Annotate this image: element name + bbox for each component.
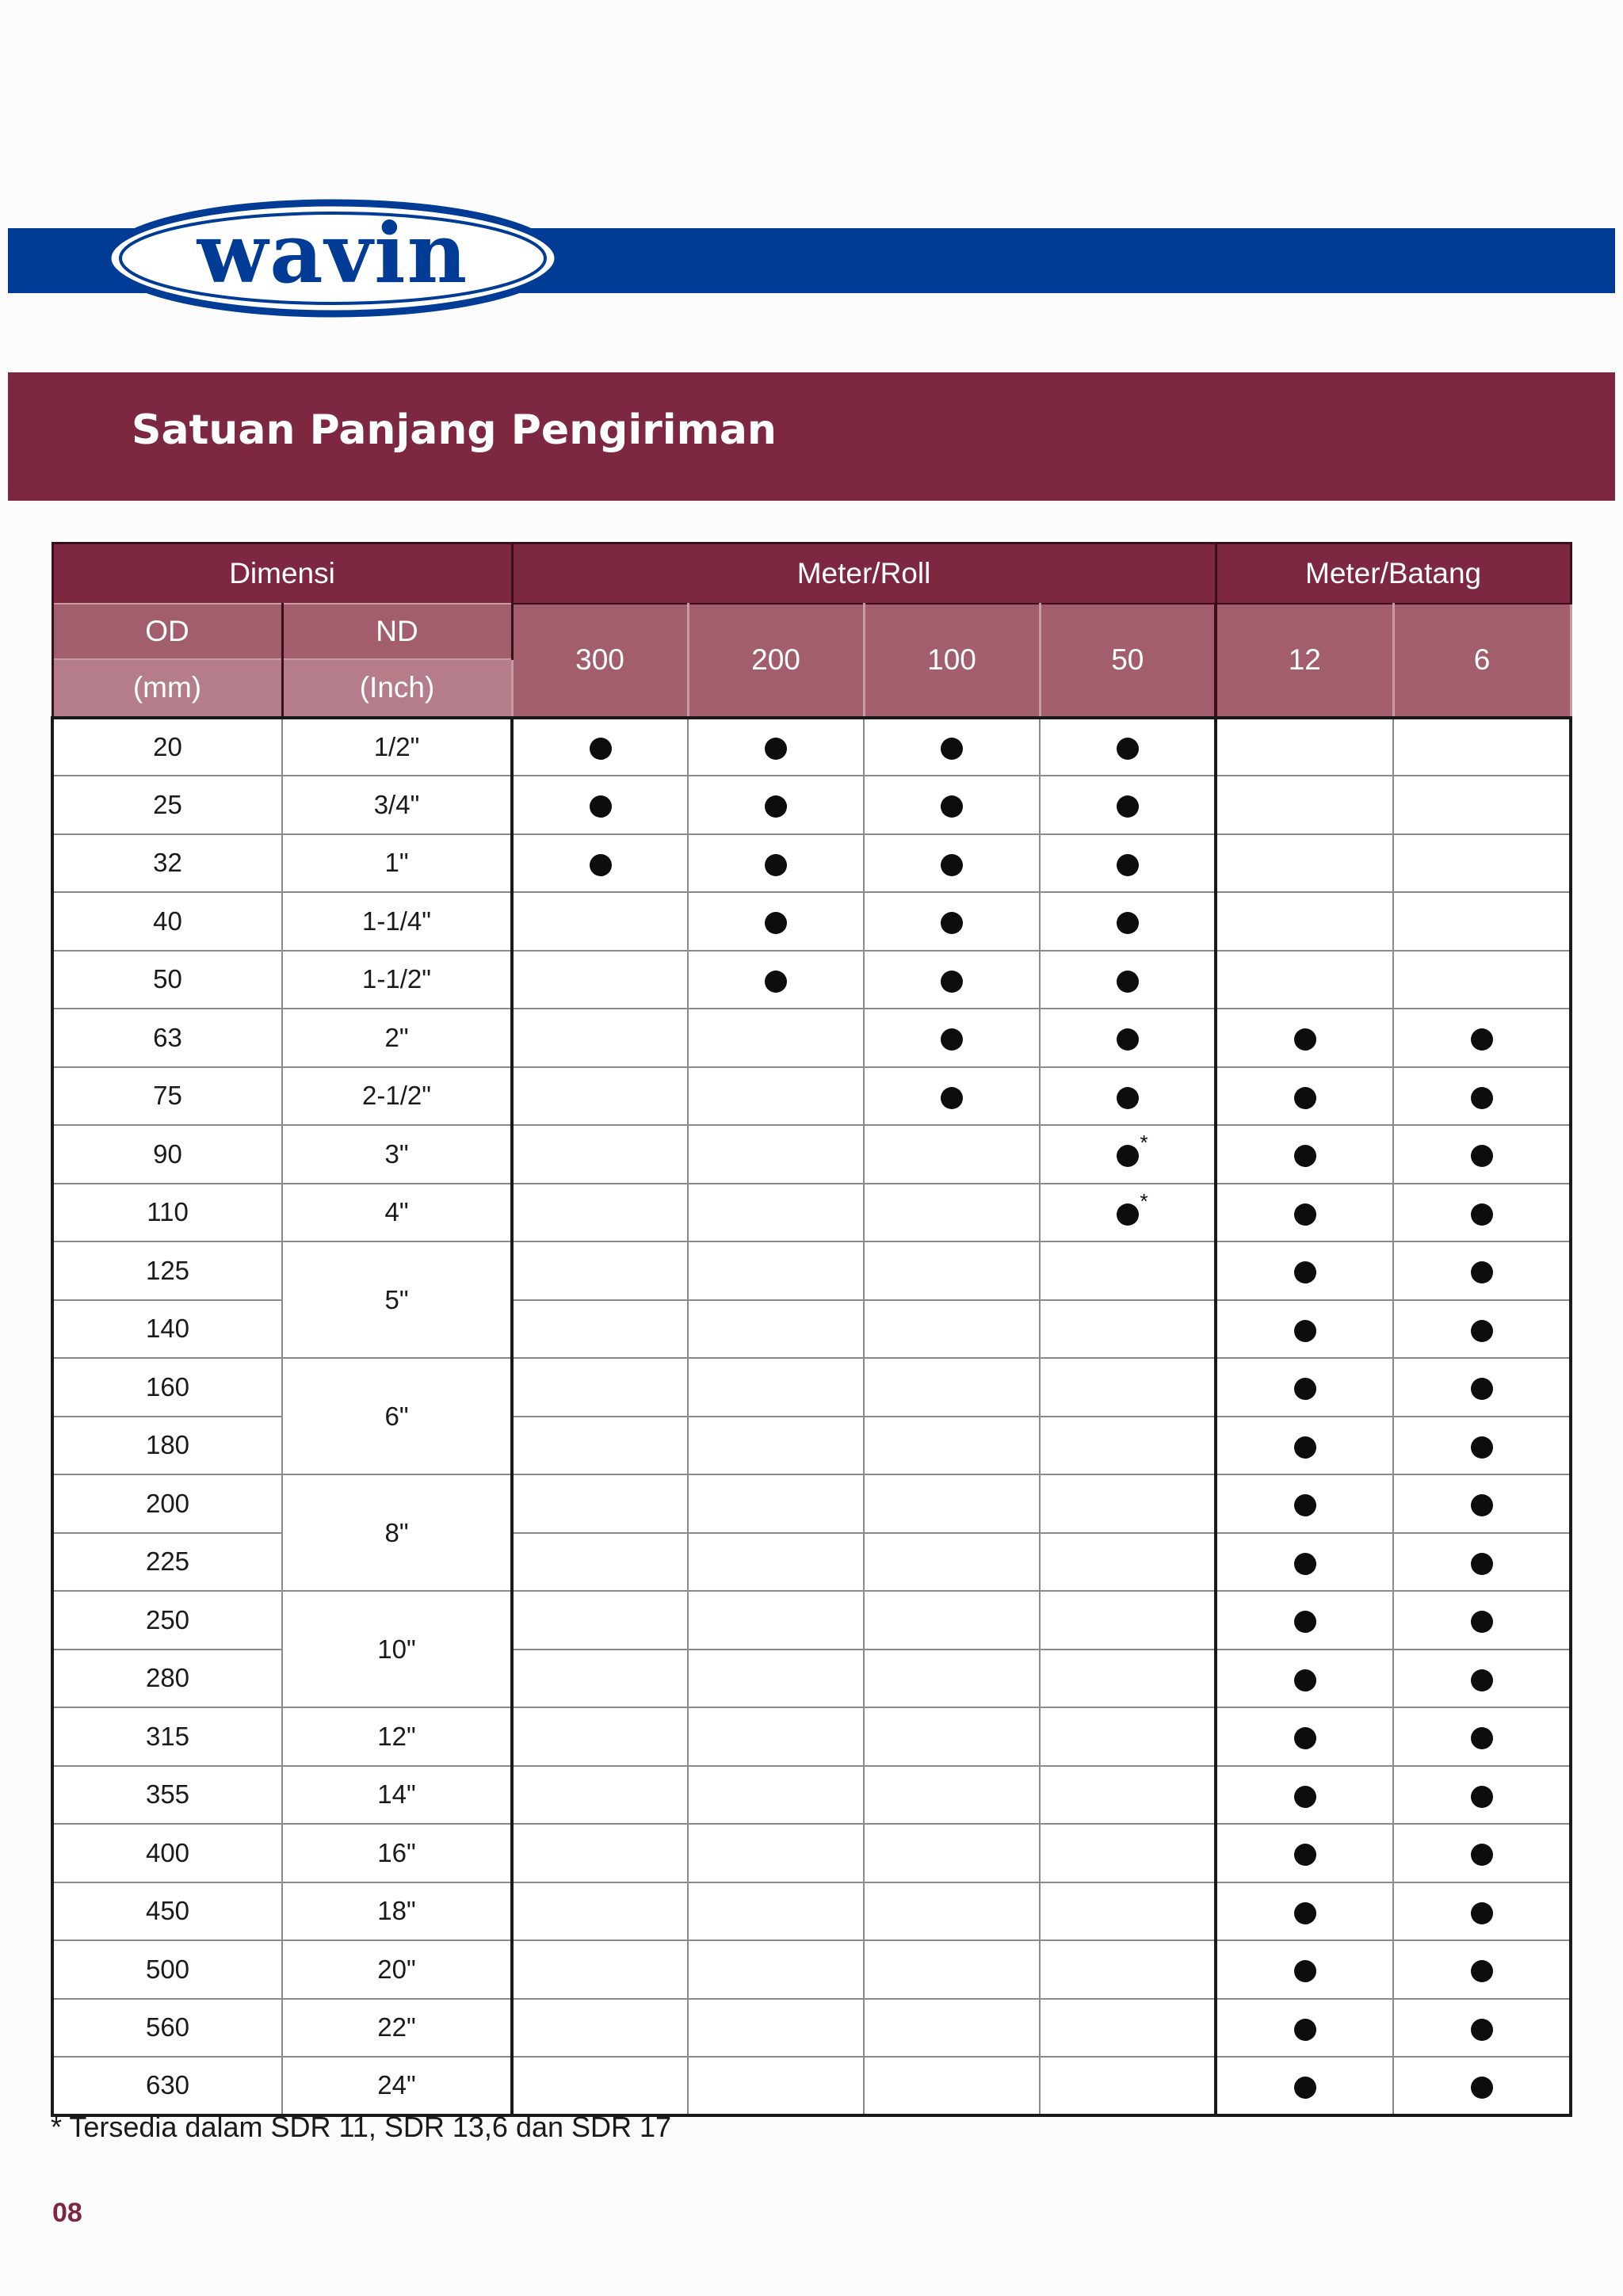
availability-cell	[1216, 1824, 1393, 1882]
availability-dot	[1117, 1087, 1139, 1109]
availability-cell	[688, 1009, 864, 1067]
availability-dot	[941, 854, 963, 876]
availability-dot	[941, 1087, 963, 1109]
availability-cell	[1040, 1417, 1216, 1475]
availability-cell	[688, 1882, 864, 1941]
availability-dot	[1294, 1960, 1316, 1982]
od-cell: 25	[52, 776, 282, 834]
availability-cell	[864, 892, 1040, 951]
od-cell: 32	[52, 834, 282, 893]
availability-cell	[688, 1474, 864, 1533]
availability-cell	[1216, 718, 1393, 776]
table-row	[52, 1766, 1571, 1825]
nd-cell: 22"	[282, 1999, 512, 2058]
availability-cell	[1393, 1241, 1571, 1300]
availability-cell	[688, 1999, 864, 2058]
availability-dot	[1294, 1028, 1316, 1051]
availability-cell	[688, 951, 864, 1009]
availability-dot	[1294, 1786, 1316, 1808]
availability-cell	[1216, 1125, 1393, 1184]
availability-dot-footnote	[1117, 1145, 1139, 1167]
availability-cell	[512, 1766, 688, 1825]
availability-cell	[1040, 1824, 1216, 1882]
nd-cell: 5"	[282, 1241, 512, 1358]
availability-cell	[1216, 892, 1393, 951]
availability-dot	[1294, 1378, 1316, 1400]
table-row	[52, 1533, 1571, 1592]
table-row	[52, 776, 1571, 834]
table-body	[52, 718, 1571, 2115]
availability-cell	[1393, 1009, 1571, 1067]
availability-cell	[1393, 1067, 1571, 1126]
availability-dot	[1471, 1786, 1493, 1808]
availability-cell	[864, 1474, 1040, 1533]
availability-cell	[864, 834, 1040, 893]
availability-cell	[688, 1300, 864, 1359]
nd-cell: 1-1/2"	[282, 951, 512, 1009]
availability-cell	[864, 1417, 1040, 1475]
availability-cell	[1040, 718, 1216, 776]
availability-cell	[512, 2057, 688, 2115]
section-title: Satuan Panjang Pengiriman	[132, 406, 777, 454]
od-cell: 630	[52, 2057, 282, 2115]
availability-cell	[1040, 834, 1216, 893]
availability-cell	[512, 1067, 688, 1126]
header-od: OD	[52, 604, 282, 659]
availability-cell	[1216, 1999, 1393, 2058]
od-cell: 50	[52, 951, 282, 1009]
availability-cell	[1216, 1766, 1393, 1825]
nd-cell: 1/2"	[282, 718, 512, 776]
availability-cell	[864, 1824, 1040, 1882]
availability-cell	[512, 1824, 688, 1882]
availability-dot	[765, 854, 787, 876]
availability-dot	[1471, 1203, 1493, 1226]
od-cell: 225	[52, 1533, 282, 1592]
header-meter-batang: Meter/Batang	[1216, 543, 1571, 604]
availability-cell	[864, 1125, 1040, 1184]
availability-cell	[688, 892, 864, 951]
header-od-unit: (mm)	[52, 659, 282, 718]
availability-dot	[1471, 1145, 1493, 1167]
availability-cell	[1040, 1474, 1216, 1533]
availability-cell	[512, 1009, 688, 1067]
availability-cell	[1393, 1882, 1571, 1941]
availability-cell	[1216, 1241, 1393, 1300]
availability-cell	[1393, 951, 1571, 1009]
table-row	[52, 1824, 1571, 1882]
availability-cell	[1040, 1300, 1216, 1359]
table-row	[52, 2057, 1571, 2115]
nd-cell: 16"	[282, 1824, 512, 1882]
od-cell: 63	[52, 1009, 282, 1067]
nd-cell: 3"	[282, 1125, 512, 1184]
availability-cell	[1040, 1358, 1216, 1417]
availability-cell	[688, 1067, 864, 1126]
availability-cell	[688, 1417, 864, 1475]
availability-cell	[1216, 834, 1393, 893]
table-row	[52, 1999, 1571, 2058]
availability-cell	[1216, 1067, 1393, 1126]
availability-cell	[864, 1184, 1040, 1242]
header-meter-roll: Meter/Roll	[512, 543, 1216, 604]
availability-dot	[1117, 738, 1139, 760]
availability-cell	[688, 718, 864, 776]
availability-cell	[512, 1358, 688, 1417]
availability-cell	[864, 1067, 1040, 1126]
od-cell: 20	[52, 718, 282, 776]
availability-cell	[1216, 1533, 1393, 1592]
od-cell: 160	[52, 1358, 282, 1417]
table-row	[52, 1474, 1571, 1533]
availability-cell	[864, 1533, 1040, 1592]
availability-dot-footnote	[1117, 1203, 1139, 1226]
od-cell: 140	[52, 1300, 282, 1359]
header-nd-unit: (Inch)	[282, 659, 512, 718]
od-cell: 40	[52, 892, 282, 951]
od-cell: 400	[52, 1824, 282, 1882]
availability-dot	[1471, 1553, 1493, 1575]
availability-cell	[1393, 1300, 1571, 1359]
availability-cell	[864, 1650, 1040, 1708]
availability-cell	[1216, 1707, 1393, 1766]
availability-dot	[1294, 1669, 1316, 1691]
nd-cell: 1"	[282, 834, 512, 893]
availability-dot	[1294, 1145, 1316, 1167]
od-cell: 450	[52, 1882, 282, 1941]
availability-dot	[1117, 912, 1139, 934]
od-cell: 250	[52, 1591, 282, 1650]
availability-dot	[1117, 795, 1139, 818]
availability-cell	[1216, 776, 1393, 834]
availability-cell	[512, 776, 688, 834]
availability-cell	[688, 1533, 864, 1592]
availability-cell	[1393, 1940, 1571, 1999]
wavin-logo	[101, 198, 564, 318]
availability-cell	[688, 1650, 864, 1708]
availability-cell	[512, 1125, 688, 1184]
header-dimensi: Dimensi	[52, 543, 512, 604]
availability-cell	[1216, 1300, 1393, 1359]
availability-cell	[864, 1707, 1040, 1766]
table-row	[52, 892, 1571, 951]
availability-cell	[1393, 1999, 1571, 2058]
od-cell: 500	[52, 1940, 282, 1999]
nd-cell: 18"	[282, 1882, 512, 1941]
availability-dot	[941, 971, 963, 993]
availability-cell	[864, 1358, 1040, 1417]
availability-dot	[1294, 1611, 1316, 1633]
availability-dot	[765, 912, 787, 934]
availability-dot	[1471, 1028, 1493, 1051]
header-length-200: 200	[688, 604, 864, 718]
availability-cell	[1393, 1358, 1571, 1417]
availability-dot	[590, 738, 612, 760]
header-length-50: 50	[1040, 604, 1216, 718]
nd-cell: 6"	[282, 1358, 512, 1474]
availability-dot	[1294, 1727, 1316, 1749]
availability-cell	[1393, 1184, 1571, 1242]
od-cell: 355	[52, 1766, 282, 1825]
availability-cell	[512, 1300, 688, 1359]
availability-dot	[1294, 1553, 1316, 1575]
availability-cell	[512, 1241, 688, 1300]
availability-cell	[688, 1940, 864, 1999]
availability-cell	[1040, 2057, 1216, 2115]
availability-cell	[1393, 1650, 1571, 1708]
page-number: 08	[52, 2198, 82, 2228]
nd-cell: 1-1/4"	[282, 892, 512, 951]
availability-cell	[512, 834, 688, 893]
table-row	[52, 1358, 1571, 1417]
availability-dot	[1294, 1902, 1316, 1924]
availability-dot	[1294, 1320, 1316, 1342]
availability-cell	[1040, 1067, 1216, 1126]
nd-cell: 10"	[282, 1591, 512, 1707]
availability-dot	[1471, 1844, 1493, 1866]
table-row	[52, 1067, 1571, 1126]
logo-wordmark: wavin	[197, 204, 469, 302]
availability-cell	[1216, 1591, 1393, 1650]
availability-cell	[512, 1650, 688, 1708]
table-row	[52, 834, 1571, 893]
table-row	[52, 1184, 1571, 1242]
availability-dot	[941, 1028, 963, 1051]
availability-cell	[512, 718, 688, 776]
availability-dot	[1117, 1028, 1139, 1051]
availability-cell	[864, 776, 1040, 834]
nd-cell: 4"	[282, 1184, 512, 1242]
header-length-100: 100	[864, 604, 1040, 718]
table-row	[52, 1125, 1571, 1184]
nd-cell: 8"	[282, 1474, 512, 1591]
availability-cell	[1216, 1882, 1393, 1941]
availability-cell	[1393, 1417, 1571, 1475]
availability-cell	[1216, 2057, 1393, 2115]
availability-cell	[1393, 1766, 1571, 1825]
availability-cell	[1393, 1125, 1571, 1184]
availability-cell	[1040, 1650, 1216, 1708]
availability-cell	[688, 1591, 864, 1650]
availability-cell	[688, 1358, 864, 1417]
nd-cell: 20"	[282, 1940, 512, 1999]
od-cell: 180	[52, 1417, 282, 1475]
availability-dot	[1294, 2077, 1316, 2099]
availability-cell	[864, 1766, 1040, 1825]
od-cell: 90	[52, 1125, 282, 1184]
availability-cell	[864, 1882, 1040, 1941]
availability-cell	[512, 1882, 688, 1941]
header-length-300: 300	[512, 604, 688, 718]
availability-cell	[1216, 1184, 1393, 1242]
availability-dot	[590, 854, 612, 876]
availability-cell	[1216, 1474, 1393, 1533]
availability-cell	[1040, 1533, 1216, 1592]
availability-cell	[1040, 892, 1216, 951]
availability-dot	[1294, 1494, 1316, 1516]
table-row	[52, 951, 1571, 1009]
availability-cell	[864, 1300, 1040, 1359]
availability-cell	[688, 1824, 864, 1882]
availability-cell	[1216, 1358, 1393, 1417]
availability-cell	[864, 1940, 1040, 1999]
table-row	[52, 1707, 1571, 1766]
availability-dot	[590, 795, 612, 818]
table-row	[52, 1650, 1571, 1708]
availability-cell	[512, 951, 688, 1009]
availability-cell	[1040, 1882, 1216, 1941]
availability-cell	[1040, 1766, 1216, 1825]
availability-cell	[1040, 776, 1216, 834]
availability-cell	[512, 1591, 688, 1650]
availability-dot	[1117, 854, 1139, 876]
od-cell: 560	[52, 1999, 282, 2058]
availability-dot	[1471, 1494, 1493, 1516]
availability-dot	[1294, 1261, 1316, 1283]
availability-dot	[1294, 2019, 1316, 2041]
availability-dot	[1471, 1611, 1493, 1633]
availability-cell	[864, 718, 1040, 776]
od-cell: 125	[52, 1241, 282, 1300]
table-row	[52, 1591, 1571, 1650]
availability-dot	[941, 912, 963, 934]
header-length-12: 12	[1216, 604, 1393, 718]
od-cell: 110	[52, 1184, 282, 1242]
availability-cell	[688, 1707, 864, 1766]
availability-cell	[1216, 1009, 1393, 1067]
availability-cell	[1040, 1591, 1216, 1650]
availability-cell	[864, 1591, 1040, 1650]
nd-cell: 12"	[282, 1707, 512, 1766]
availability-cell	[688, 1766, 864, 1825]
availability-cell	[1216, 1650, 1393, 1708]
table-row	[52, 1241, 1571, 1300]
od-cell: 200	[52, 1474, 282, 1533]
availability-dot	[1117, 971, 1139, 993]
table-row	[52, 1882, 1571, 1941]
availability-cell	[1393, 1474, 1571, 1533]
availability-cell	[512, 1184, 688, 1242]
od-cell: 75	[52, 1067, 282, 1126]
availability-cell	[1216, 951, 1393, 1009]
availability-cell	[1393, 892, 1571, 951]
availability-cell	[688, 2057, 864, 2115]
table-row	[52, 1417, 1571, 1475]
header-length-6: 6	[1393, 604, 1571, 718]
availability-dot	[1471, 1320, 1493, 1342]
availability-cell	[1216, 1940, 1393, 1999]
availability-dot	[1471, 1727, 1493, 1749]
availability-dot	[1471, 1960, 1493, 1982]
availability-cell	[1040, 1940, 1216, 1999]
availability-cell	[1040, 1999, 1216, 2058]
availability-dot	[941, 738, 963, 760]
availability-cell	[688, 1184, 864, 1242]
table-row	[52, 1300, 1571, 1359]
table-row	[52, 1009, 1571, 1067]
nd-cell: 2-1/2"	[282, 1067, 512, 1126]
availability-cell	[864, 2057, 1040, 2115]
availability-cell	[1040, 1241, 1216, 1300]
availability-dot	[1471, 1902, 1493, 1924]
availability-dot	[1294, 1436, 1316, 1459]
availability-cell	[512, 1707, 688, 1766]
availability-cell	[1393, 718, 1571, 776]
availability-cell	[512, 1999, 688, 2058]
availability-dot	[1471, 1436, 1493, 1459]
availability-dot	[1294, 1087, 1316, 1109]
availability-dot	[1294, 1203, 1316, 1226]
nd-cell: 3/4"	[282, 776, 512, 834]
availability-cell	[864, 1999, 1040, 2058]
availability-cell	[1393, 834, 1571, 893]
availability-cell	[688, 1241, 864, 1300]
table-row	[52, 718, 1571, 776]
nd-cell: 24"	[282, 2057, 512, 2115]
availability-cell	[688, 776, 864, 834]
availability-cell	[1393, 1591, 1571, 1650]
availability-dot	[765, 738, 787, 760]
availability-cell	[512, 892, 688, 951]
availability-cell	[1040, 1125, 1216, 1184]
availability-cell	[1393, 1533, 1571, 1592]
od-cell: 280	[52, 1650, 282, 1708]
availability-cell	[1393, 776, 1571, 834]
nd-cell: 2"	[282, 1009, 512, 1067]
availability-cell	[1040, 1009, 1216, 1067]
availability-cell	[864, 1241, 1040, 1300]
availability-dot	[1471, 1087, 1493, 1109]
availability-cell	[1216, 1417, 1393, 1475]
delivery-length-table	[51, 542, 1572, 2117]
availability-cell	[1393, 1707, 1571, 1766]
availability-cell	[512, 1417, 688, 1475]
availability-cell	[1393, 2057, 1571, 2115]
od-cell: 315	[52, 1707, 282, 1766]
availability-cell	[1040, 1707, 1216, 1766]
availability-cell	[688, 834, 864, 893]
header-nd: ND	[282, 604, 512, 659]
availability-cell	[512, 1940, 688, 1999]
footnote: * Tersedia dalam SDR 11, SDR 13,6 dan SDR 17	[51, 2111, 672, 2143]
availability-cell	[688, 1125, 864, 1184]
availability-dot	[1471, 2019, 1493, 2041]
availability-cell	[512, 1533, 688, 1592]
availability-dot	[765, 795, 787, 818]
availability-cell	[864, 951, 1040, 1009]
availability-dot	[1471, 1669, 1493, 1691]
availability-dot	[1471, 1378, 1493, 1400]
availability-cell	[1040, 951, 1216, 1009]
availability-dot	[1294, 1844, 1316, 1866]
availability-cell	[512, 1474, 688, 1533]
table-row	[52, 1940, 1571, 1999]
availability-cell	[864, 1009, 1040, 1067]
availability-dot	[765, 971, 787, 993]
availability-dot	[1471, 2077, 1493, 2099]
availability-cell	[1393, 1824, 1571, 1882]
availability-dot	[1471, 1261, 1493, 1283]
availability-cell	[1040, 1184, 1216, 1242]
nd-cell: 14"	[282, 1766, 512, 1825]
availability-dot	[941, 795, 963, 818]
